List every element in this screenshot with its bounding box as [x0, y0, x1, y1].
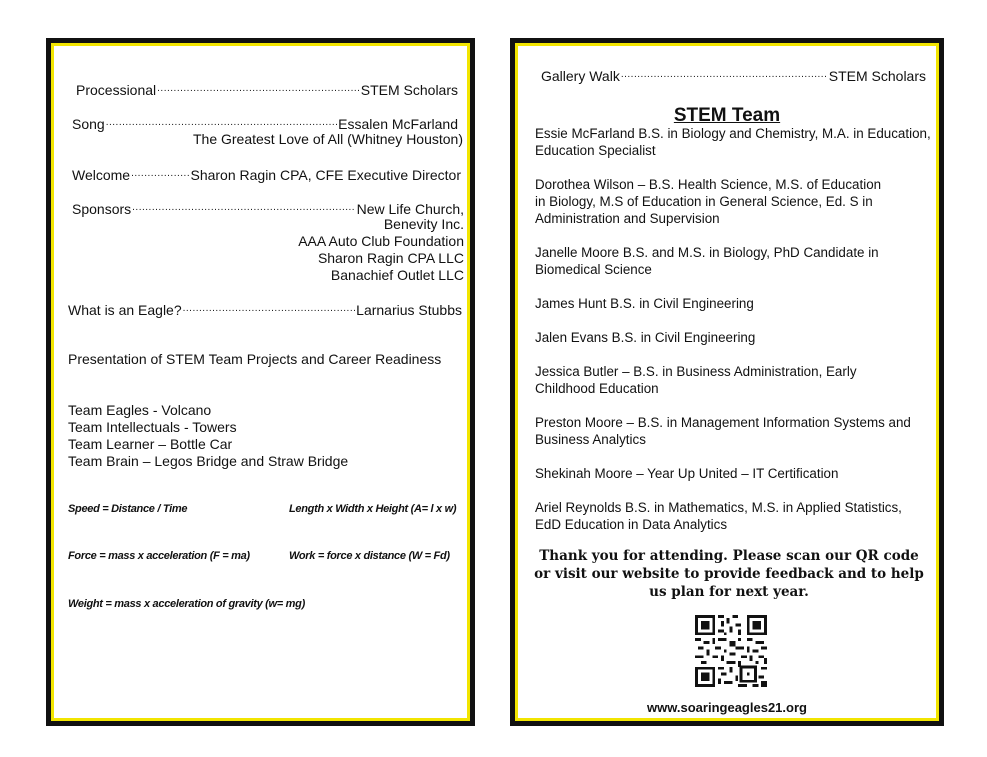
program-panel-left	[46, 38, 475, 726]
formula-volume: Length x Width x Height (A= l x w)	[289, 503, 457, 515]
leader-dots	[183, 300, 356, 317]
sponsor-name: Sharon Ragin CPA LLC	[317, 250, 464, 266]
team-member: Jalen Evans B.S. in Civil Engineering	[535, 330, 756, 345]
team-member: Janelle Moore B.S. and M.S. in Biology, PhD Candidate in Biomedical Science	[535, 245, 879, 277]
program-row-gallery	[541, 66, 926, 85]
leader-dots	[131, 165, 189, 182]
program-panel-right	[510, 38, 944, 726]
stem-team-heading: STEM Team	[673, 105, 781, 126]
leader-dots	[157, 80, 360, 97]
program-row-eagle	[68, 300, 462, 319]
program-value: New Life Church,	[356, 201, 464, 217]
formula-force: Force = mass x acceleration (F = ma)	[68, 550, 250, 562]
program-label: Gallery Walk	[541, 68, 620, 84]
team-member: Ariel Reynolds B.S. in Mathematics, M.S. in Applied Statistics, EdD Education in Data Analytics	[535, 500, 902, 532]
sponsor-name: AAA Auto Club Foundation	[298, 233, 464, 249]
team-member: Shekinah Moore – Year Up United – IT Certification	[535, 466, 839, 481]
program-label: Song	[72, 116, 105, 132]
sponsor-name: Benevity Inc.	[383, 216, 464, 232]
team-item: Team Brain – Legos Bridge and Straw Bridge	[68, 453, 349, 469]
sponsor-name: Banachief Outlet LLC	[330, 267, 464, 283]
program-label: Sponsors	[72, 201, 132, 217]
formula-work: Work = force x distance (W = Fd)	[289, 550, 450, 562]
program-value: Larnarius Stubbs	[356, 302, 462, 318]
program-label: Welcome	[72, 167, 131, 183]
program-value: Sharon Ragin CPA, CFE Executive Director	[190, 167, 461, 183]
team-item: Team Eagles - Volcano	[68, 402, 212, 418]
program-label: Processional	[76, 82, 157, 98]
team-member: Essie McFarland B.S. in Biology and Chemistry, M.A. in Education, Education Specialist	[535, 126, 931, 158]
leader-dots	[621, 66, 828, 83]
team-member: Dorothea Wilson – B.S. Health Science, M.S. of Education in Biology, M.S of Education in General Science, Ed. S in Administration and Supervision	[535, 177, 882, 226]
program-label: What is an Eagle?	[68, 302, 182, 318]
team-item: Team Learner – Bottle Car	[68, 436, 233, 452]
leader-dots	[106, 114, 337, 131]
program-row-welcome	[72, 165, 461, 184]
presentation-line: Presentation of STEM Team Projects and Career Readiness	[68, 351, 442, 367]
leader-dots	[132, 199, 355, 216]
qr-code-icon[interactable]	[695, 615, 767, 687]
program-value: STEM Scholars	[360, 82, 458, 98]
team-item: Team Intellectuals - Towers	[68, 419, 237, 435]
program-row-processional	[76, 80, 458, 99]
website-link[interactable]: www.soaringeagles21.org	[647, 700, 807, 715]
team-member: Jessica Butler – B.S. in Business Administration, Early Childhood Education	[535, 364, 857, 396]
formula-speed: Speed = Distance / Time	[68, 503, 188, 515]
program-value: Essalen McFarland	[338, 116, 458, 132]
song-title: The Greatest Love of All (Whitney Houston)	[192, 131, 463, 147]
team-member: Preston Moore – B.S. in Management Information Systems and Business Analytics	[535, 415, 911, 447]
team-member: James Hunt B.S. in Civil Engineering	[535, 296, 754, 311]
formula-weight: Weight = mass x acceleration of gravity (w= mg)	[68, 598, 305, 610]
thank-you-message: Thank you for attending. Please scan our QR code or visit our website to provide feedback and to help us plan for next year.	[534, 548, 924, 600]
program-value: STEM Scholars	[828, 68, 926, 84]
